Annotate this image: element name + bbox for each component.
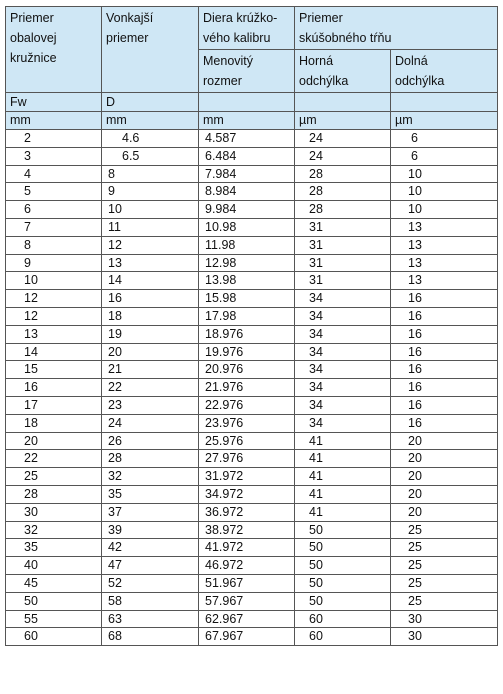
table-row [6, 557, 498, 575]
table-cell: 20 [391, 485, 498, 503]
table-cell: 8 [6, 236, 102, 254]
symbol-cell: Fw [6, 93, 102, 112]
table-cell: 24 [295, 130, 391, 148]
table-cell: 28 [6, 485, 102, 503]
table-cell: 14 [102, 272, 199, 290]
table-cell: 20 [391, 432, 498, 450]
table-cell: 20 [391, 468, 498, 486]
table-cell: 18.976 [199, 325, 295, 343]
table-cell: 20 [391, 450, 498, 468]
table-cell: 60 [295, 610, 391, 628]
table-cell: 10.98 [199, 218, 295, 236]
symbol-cell [295, 93, 391, 112]
table-cell: 31 [295, 254, 391, 272]
table-cell: 18 [102, 307, 199, 325]
table-cell: 5 [6, 183, 102, 201]
header-priemer-trna [295, 7, 498, 50]
table-row [6, 236, 498, 254]
table-cell: 25 [391, 574, 498, 592]
table-cell: 16 [6, 379, 102, 397]
table-cell: 15.98 [199, 290, 295, 308]
table-cell: 62.967 [199, 610, 295, 628]
tolerance-table [5, 6, 498, 646]
table-cell: 16 [391, 290, 498, 308]
table-cell: 16 [391, 379, 498, 397]
header-line: Diera krúžko- [203, 11, 278, 25]
table-cell: 18 [6, 414, 102, 432]
table-cell: 10 [391, 201, 498, 219]
table-cell: 13 [391, 272, 498, 290]
table-cell: 50 [295, 574, 391, 592]
table-cell: 22 [102, 379, 199, 397]
table-cell: 28 [295, 201, 391, 219]
header-line: Menovitý [203, 54, 254, 68]
table-cell: 68 [102, 628, 199, 646]
table-cell: 4 [6, 165, 102, 183]
table-row [6, 379, 498, 397]
symbol-cell: D [102, 93, 199, 112]
table-cell: 15 [6, 361, 102, 379]
table-cell: 12.98 [199, 254, 295, 272]
table-cell: 55 [6, 610, 102, 628]
table-cell: 25 [391, 557, 498, 575]
table-row [6, 414, 498, 432]
table-cell: 39 [102, 521, 199, 539]
table-cell: 12 [102, 236, 199, 254]
table-cell: 8 [102, 165, 199, 183]
table-cell: 16 [391, 307, 498, 325]
table-cell: 34.972 [199, 485, 295, 503]
unit-cell: mm [199, 112, 295, 130]
table-cell: 60 [295, 628, 391, 646]
table-row [6, 183, 498, 201]
unit-cell: µm [295, 112, 391, 130]
header-obalova-kruznica [6, 7, 102, 93]
table-cell: 38.972 [199, 521, 295, 539]
header-line: vého kalibru [203, 31, 271, 45]
table-cell: 4.6 [102, 130, 199, 148]
table-cell: 9 [6, 254, 102, 272]
table-row [6, 147, 498, 165]
table-cell: 20.976 [199, 361, 295, 379]
table-cell: 34 [295, 361, 391, 379]
table-cell: 52 [102, 574, 199, 592]
header-line: obalovej [10, 31, 57, 45]
header-dolna-odchylka [391, 50, 498, 93]
symbol-row [6, 93, 498, 112]
header-line: Dolná [395, 54, 428, 68]
table-cell: 35 [102, 485, 199, 503]
table-cell: 4.587 [199, 130, 295, 148]
table-cell: 63 [102, 610, 199, 628]
header-menovity-rozmer [199, 50, 295, 93]
table-cell: 25 [391, 592, 498, 610]
table-cell: 42 [102, 539, 199, 557]
table-cell: 16 [391, 361, 498, 379]
table-cell: 11 [102, 218, 199, 236]
table-cell: 41 [295, 485, 391, 503]
table-row [6, 485, 498, 503]
table-cell: 20 [6, 432, 102, 450]
table-row [6, 396, 498, 414]
table-row [6, 503, 498, 521]
table-cell: 21.976 [199, 379, 295, 397]
table-cell: 13 [6, 325, 102, 343]
table-cell: 10 [391, 183, 498, 201]
table-cell: 3 [6, 147, 102, 165]
unit-cell: µm [391, 112, 498, 130]
header-vonkajsi-priemer [102, 7, 199, 93]
table-cell: 34 [295, 343, 391, 361]
table-cell: 50 [295, 539, 391, 557]
table-cell: 16 [391, 396, 498, 414]
table-cell: 40 [6, 557, 102, 575]
table-cell: 31.972 [199, 468, 295, 486]
table-cell: 27.976 [199, 450, 295, 468]
table-cell: 37 [102, 503, 199, 521]
table-cell: 6 [391, 130, 498, 148]
table-cell: 19.976 [199, 343, 295, 361]
table-header [6, 7, 498, 130]
table-cell: 24 [295, 147, 391, 165]
table-cell: 34 [295, 414, 391, 432]
table-cell: 23.976 [199, 414, 295, 432]
table-row [6, 130, 498, 148]
unit-cell: mm [102, 112, 199, 130]
table-cell: 12 [6, 307, 102, 325]
table-cell: 30 [391, 628, 498, 646]
table-cell: 17.98 [199, 307, 295, 325]
table-cell: 24 [102, 414, 199, 432]
table-cell: 20 [391, 503, 498, 521]
table-row [6, 574, 498, 592]
table-cell: 41 [295, 503, 391, 521]
table-cell: 6.5 [102, 147, 199, 165]
table-row [6, 307, 498, 325]
table-cell: 13 [391, 236, 498, 254]
table-cell: 34 [295, 325, 391, 343]
header-line: Horná [299, 54, 334, 68]
table-cell: 31 [295, 272, 391, 290]
header-line: odchýlka [299, 74, 349, 88]
header-line: odchýlka [395, 74, 445, 88]
table-row [6, 628, 498, 646]
table-cell: 25 [6, 468, 102, 486]
table-cell: 23 [102, 396, 199, 414]
table-cell: 10 [102, 201, 199, 219]
header-line: rozmer [203, 74, 242, 88]
table-row [6, 325, 498, 343]
table-cell: 10 [391, 165, 498, 183]
header-horna-odchylka [295, 50, 391, 93]
table-body [6, 130, 498, 646]
table-row [6, 343, 498, 361]
table-row [6, 432, 498, 450]
table-cell: 58 [102, 592, 199, 610]
symbol-cell [391, 93, 498, 112]
table-row [6, 361, 498, 379]
table-cell: 34 [295, 379, 391, 397]
table-row [6, 539, 498, 557]
table-cell: 6.484 [199, 147, 295, 165]
table-row [6, 290, 498, 308]
table-cell: 25 [391, 539, 498, 557]
table-cell: 12 [6, 290, 102, 308]
header-line: priemer [106, 31, 149, 45]
table-cell: 16 [102, 290, 199, 308]
table-cell: 13.98 [199, 272, 295, 290]
table-cell: 41 [295, 468, 391, 486]
table-cell: 16 [391, 343, 498, 361]
table-cell: 20 [102, 343, 199, 361]
table-row [6, 610, 498, 628]
table-cell: 16 [391, 325, 498, 343]
table-cell: 7.984 [199, 165, 295, 183]
table-cell: 19 [102, 325, 199, 343]
table-cell: 32 [6, 521, 102, 539]
table-cell: 21 [102, 361, 199, 379]
table-row [6, 272, 498, 290]
table-cell: 10 [6, 272, 102, 290]
table-cell: 8.984 [199, 183, 295, 201]
table-cell: 30 [391, 610, 498, 628]
table-cell: 16 [391, 414, 498, 432]
table-cell: 50 [6, 592, 102, 610]
table-row [6, 165, 498, 183]
table-cell: 17 [6, 396, 102, 414]
table-cell: 57.967 [199, 592, 295, 610]
table-cell: 28 [102, 450, 199, 468]
table-cell: 28 [295, 165, 391, 183]
table-cell: 2 [6, 130, 102, 148]
table-cell: 45 [6, 574, 102, 592]
table-cell: 13 [391, 254, 498, 272]
symbol-cell [199, 93, 295, 112]
table-row [6, 254, 498, 272]
header-line: skúšobného tŕňu [299, 31, 392, 45]
table-cell: 14 [6, 343, 102, 361]
table-row [6, 218, 498, 236]
table-cell: 13 [102, 254, 199, 272]
table-row [6, 450, 498, 468]
header-line: Priemer [10, 11, 54, 25]
table-cell: 60 [6, 628, 102, 646]
table-cell: 34 [295, 307, 391, 325]
table-cell: 6 [391, 147, 498, 165]
header-line: Vonkajší [106, 11, 154, 25]
table-cell: 7 [6, 218, 102, 236]
table-cell: 25.976 [199, 432, 295, 450]
table-cell: 46.972 [199, 557, 295, 575]
unit-cell: mm [6, 112, 102, 130]
table-cell: 51.967 [199, 574, 295, 592]
header-diera-kalibru [199, 7, 295, 50]
table-cell: 32 [102, 468, 199, 486]
table-cell: 34 [295, 396, 391, 414]
table-cell: 22 [6, 450, 102, 468]
table-row [6, 521, 498, 539]
table-cell: 41 [295, 450, 391, 468]
header-line: Priemer [299, 11, 343, 25]
table-cell: 25 [391, 521, 498, 539]
table-cell: 26 [102, 432, 199, 450]
table-cell: 50 [295, 557, 391, 575]
table-row [6, 201, 498, 219]
table-cell: 22.976 [199, 396, 295, 414]
table-cell: 41 [295, 432, 391, 450]
table-cell: 67.967 [199, 628, 295, 646]
table-cell: 11.98 [199, 236, 295, 254]
table-cell: 9 [102, 183, 199, 201]
table-cell: 13 [391, 218, 498, 236]
table-cell: 41.972 [199, 539, 295, 557]
table-cell: 31 [295, 218, 391, 236]
table-cell: 31 [295, 236, 391, 254]
table-cell: 35 [6, 539, 102, 557]
table-row [6, 592, 498, 610]
table-cell: 47 [102, 557, 199, 575]
table-cell: 34 [295, 290, 391, 308]
table-cell: 50 [295, 521, 391, 539]
table-cell: 6 [6, 201, 102, 219]
table-cell: 50 [295, 592, 391, 610]
unit-row [6, 112, 498, 130]
table-cell: 28 [295, 183, 391, 201]
header-line: kružnice [10, 51, 57, 65]
table-cell: 30 [6, 503, 102, 521]
table-cell: 36.972 [199, 503, 295, 521]
table-row [6, 468, 498, 486]
table-cell: 9.984 [199, 201, 295, 219]
